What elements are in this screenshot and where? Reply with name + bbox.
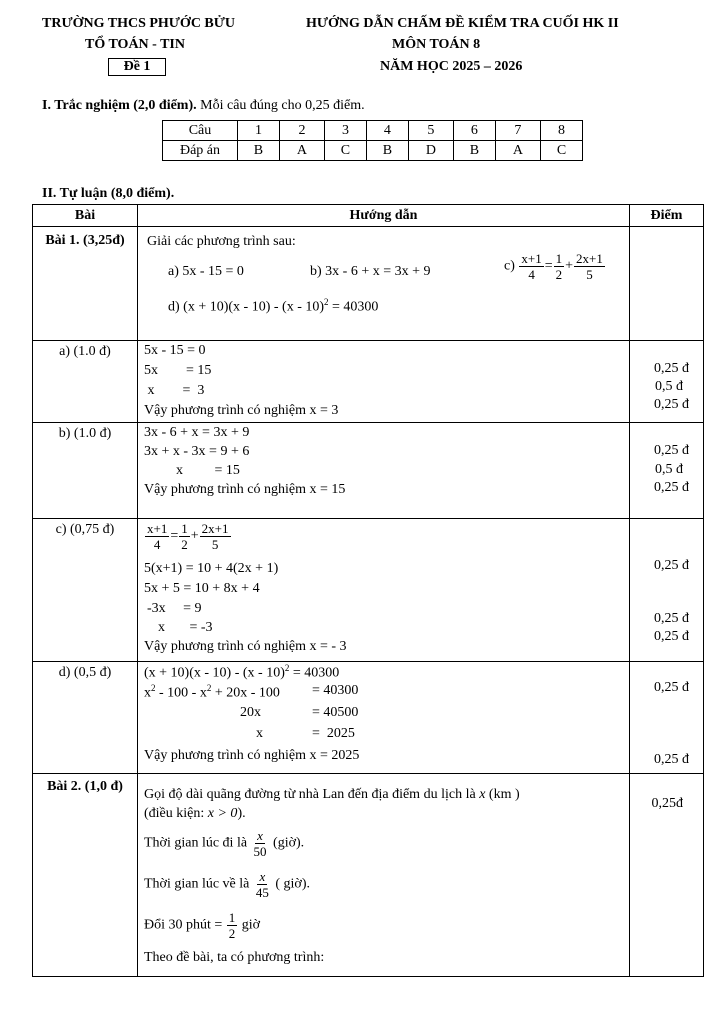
bai1-equation-c xyxy=(504,251,606,282)
bai2-label: Bài 2. (1,0 đ) xyxy=(33,774,138,977)
bai2-line-2 xyxy=(144,806,246,822)
exam-code: Đề 1 xyxy=(108,58,166,76)
bai1-equation-a: a) 5x - 15 = 0 xyxy=(168,264,244,279)
exponent: 2 xyxy=(151,683,156,693)
solution-line: 5x + 5 = 10 + 8x + 4 xyxy=(144,581,260,596)
point-value: 0,25 đ xyxy=(654,752,689,767)
equation-text: = 40300 xyxy=(328,299,379,315)
part1-heading: I. Trắc nghiệm (2,0 điểm). xyxy=(42,98,197,113)
part-d-solution xyxy=(138,662,630,774)
text: giờ xyxy=(238,917,261,933)
question-number: 3 xyxy=(325,121,367,141)
bai2-line-5 xyxy=(144,910,260,941)
point-value: 0,25 đ xyxy=(654,480,689,495)
solution-line: 5x - 15 = 0 xyxy=(144,343,206,358)
plus-sign: + xyxy=(565,258,574,274)
point-value: 0,25 đ xyxy=(654,397,689,412)
answer-cell: A xyxy=(279,141,324,161)
answer-cell: B xyxy=(453,141,495,161)
grading-table xyxy=(32,204,704,977)
fraction xyxy=(145,521,169,552)
solution-conclusion: Vậy phương trình có nghiệm x = 2025 xyxy=(144,748,360,763)
point-value: 0,25 đ xyxy=(654,361,689,376)
part-a-points xyxy=(630,341,704,423)
bai1-prompt-row xyxy=(33,227,704,341)
fraction xyxy=(179,521,190,552)
denominator: 4 xyxy=(528,267,535,282)
fraction xyxy=(554,251,565,282)
solution-line xyxy=(144,683,280,702)
part-d-points xyxy=(630,662,704,774)
answer-cell: D xyxy=(408,141,453,161)
part-b-points xyxy=(630,423,704,519)
exponent: 2 xyxy=(206,683,212,693)
bai1-prompt-cell xyxy=(138,227,630,341)
solution-line: x = 3 xyxy=(144,383,205,398)
answer-cell: A xyxy=(495,141,540,161)
text: ( giờ). xyxy=(271,876,310,892)
point-value: 0,5 đ xyxy=(655,379,683,394)
numerator: x+1 xyxy=(521,251,542,266)
part-c-row xyxy=(33,519,704,662)
part-b-solution xyxy=(138,423,630,519)
solution-line: -3x = 9 xyxy=(147,601,202,616)
denominator: 2 xyxy=(228,926,236,941)
fraction xyxy=(252,828,269,859)
col-header-bai: Bài xyxy=(33,205,138,227)
point-value: 0,25 đ xyxy=(654,558,689,573)
numerator: 1 xyxy=(181,521,188,536)
grading-header-row xyxy=(33,205,704,227)
bai1-prompt: Giải các phương trình sau: xyxy=(147,234,296,249)
solution-line: 5x = 15 xyxy=(144,363,212,378)
text: (giờ). xyxy=(269,835,305,851)
part-d-row xyxy=(33,662,704,774)
solution-rhs: = 40300 xyxy=(312,683,359,698)
question-number: 6 xyxy=(453,121,495,141)
answer-key-question-row xyxy=(163,121,583,141)
department-name: TỔ TOÁN - TIN xyxy=(85,37,185,52)
equals-sign: = xyxy=(544,258,553,274)
bai2-line-4 xyxy=(144,869,310,900)
numerator: x xyxy=(259,869,266,884)
bai2-line-6: Theo đề bài, ta có phương trình: xyxy=(144,950,325,965)
bai2-row xyxy=(33,774,704,977)
part-c-label: c) (0,75 đ) xyxy=(33,519,138,662)
fraction xyxy=(254,869,271,900)
part-a-solution xyxy=(138,341,630,423)
point-value: 0,25đ xyxy=(651,796,683,811)
school-name: TRƯỜNG THCS PHƯỚC BỬU xyxy=(42,16,236,31)
answer-cell: C xyxy=(325,141,367,161)
solution-rhs: = 2025 xyxy=(312,726,355,741)
part-c-solution xyxy=(138,519,630,662)
equation-text: + 20x - 100 xyxy=(211,685,280,701)
question-number: 2 xyxy=(279,121,324,141)
numerator: 2x+1 xyxy=(576,251,603,266)
point-value: 0,25 đ xyxy=(654,443,689,458)
fraction xyxy=(574,251,605,282)
denominator: 2 xyxy=(181,537,188,552)
part-a-label: a) (1.0 đ) xyxy=(33,341,138,423)
point-value: 0,25 đ xyxy=(654,611,689,626)
plus-sign: + xyxy=(190,528,199,544)
solution-line: 3x + x - 3x = 9 + 6 xyxy=(144,444,250,459)
question-number: 1 xyxy=(238,121,280,141)
denominator: 50 xyxy=(253,844,267,859)
denominator: 45 xyxy=(255,885,269,900)
numerator: 1 xyxy=(555,251,563,266)
answer-cell: B xyxy=(366,141,408,161)
solution-line: x = -3 xyxy=(158,620,213,635)
part-a-row xyxy=(33,341,704,423)
part-d-label: d) (0,5 đ) xyxy=(33,662,138,774)
equation-text: x xyxy=(144,685,151,701)
variable: x xyxy=(479,787,486,802)
fraction xyxy=(200,521,231,552)
part-b-row xyxy=(33,423,704,519)
text: (điều kiện: xyxy=(144,806,208,821)
bai1-equation-b: b) 3x - 6 + x = 3x + 9 xyxy=(310,264,431,279)
solution-lhs: x xyxy=(256,726,263,741)
bai2-solution xyxy=(138,774,630,977)
part2-heading: II. Tự luận (8,0 điểm). xyxy=(42,186,175,201)
answer-key-row-label: Câu xyxy=(163,121,238,141)
equals-sign: = xyxy=(170,528,179,544)
solution-lhs: 20x xyxy=(240,705,261,720)
solution-conclusion: Vậy phương trình có nghiệm x = - 3 xyxy=(144,639,347,654)
fraction xyxy=(227,910,238,941)
answer-key-answer-row xyxy=(163,141,583,161)
denominator: 2 xyxy=(555,267,563,282)
denominator: 5 xyxy=(211,537,219,552)
bai1-equation-d xyxy=(168,297,378,316)
numerator: 2x+1 xyxy=(201,521,229,536)
subject-name: MÔN TOÁN 8 xyxy=(392,37,481,52)
solution-line xyxy=(144,663,339,682)
text: Gọi độ dài quãng đường từ nhà Lan đến địa điểm du lịch là xyxy=(144,787,480,802)
denominator: 5 xyxy=(586,267,593,282)
part1-note: Mỗi câu đúng cho 0,25 điểm. xyxy=(196,98,365,113)
solution-line: 5(x+1) = 10 + 4(2x + 1) xyxy=(144,561,279,576)
point-value: 0,25 đ xyxy=(654,629,689,644)
solution-conclusion: Vậy phương trình có nghiệm x = 15 xyxy=(144,482,346,497)
equation-text: d) (x + 10)(x - 10) - (x - 10) xyxy=(168,299,325,315)
exponent: 2 xyxy=(284,663,290,673)
solution-rhs: = 40500 xyxy=(312,705,359,720)
answer-cell: C xyxy=(540,141,582,161)
bai2-line-3 xyxy=(144,828,304,859)
text: (km ) xyxy=(485,787,520,802)
question-number: 5 xyxy=(408,121,453,141)
denominator: 4 xyxy=(153,537,161,552)
solution-line: 3x - 6 + x = 3x + 9 xyxy=(144,425,250,440)
part-c-points xyxy=(630,519,704,662)
text: Thời gian lúc đi là xyxy=(144,835,251,851)
text: Thời gian lúc về là xyxy=(144,876,253,892)
exponent: 2 xyxy=(324,297,329,307)
answer-cell: B xyxy=(238,141,280,161)
solution-line: x = 15 xyxy=(176,463,240,478)
numerator: x+1 xyxy=(147,521,168,536)
point-value: 0,25 đ xyxy=(654,680,689,695)
text: Đổi 30 phút = xyxy=(144,917,226,933)
fraction-equation xyxy=(144,521,232,552)
question-number: 4 xyxy=(366,121,408,141)
part1-heading-line xyxy=(42,98,365,114)
document-title: HƯỚNG DẪN CHẤM ĐỀ KIỂM TRA CUỐI HK II xyxy=(306,16,619,31)
equation-text: = 40300 xyxy=(289,665,340,681)
numerator: x xyxy=(257,828,263,843)
col-header-huong-dan: Hướng dẫn xyxy=(138,205,630,227)
question-number: 7 xyxy=(495,121,540,141)
answer-key-table xyxy=(162,120,583,161)
equation-text: (x + 10)(x - 10) - (x - 10) xyxy=(144,665,285,681)
bai1-points-cell xyxy=(630,227,704,341)
text: ). xyxy=(237,806,246,821)
col-header-diem: Điểm xyxy=(630,205,704,227)
question-number: 8 xyxy=(540,121,582,141)
numerator: 1 xyxy=(228,910,236,925)
part-b-label: b) (1.0 đ) xyxy=(33,423,138,519)
condition: x > 0 xyxy=(207,806,238,821)
answer-key-row-label: Đáp án xyxy=(163,141,238,161)
bai1-label: Bài 1. (3,25đ) xyxy=(33,227,138,341)
school-year: NĂM HỌC 2025 – 2026 xyxy=(380,59,523,74)
bai1-c-prefix: c) xyxy=(504,258,515,274)
equation-text: - 100 - x xyxy=(155,685,207,701)
bai2-line-1 xyxy=(144,787,520,803)
solution-conclusion: Vậy phương trình có nghiệm x = 3 xyxy=(144,403,339,418)
point-value: 0,5 đ xyxy=(655,462,683,477)
fraction xyxy=(519,251,543,282)
bai2-points xyxy=(630,774,704,977)
